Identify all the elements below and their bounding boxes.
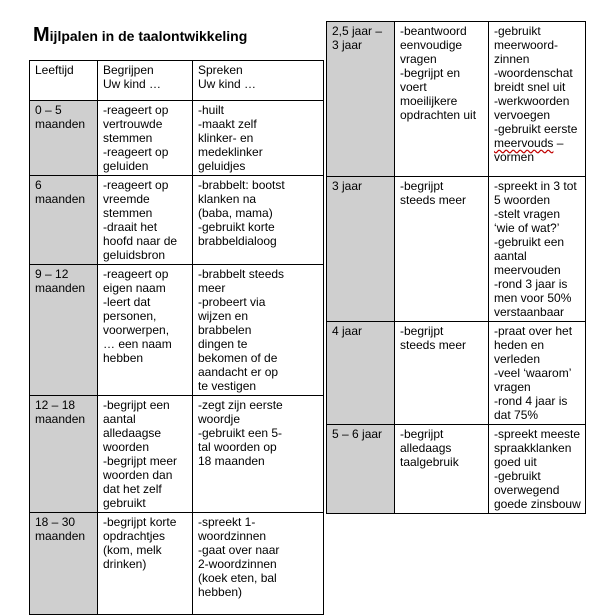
cell-line: verstaanbaar xyxy=(494,305,565,319)
understand-cell xyxy=(98,101,193,176)
cell-line: -begrijpt xyxy=(400,179,444,193)
cell-line: stemmen xyxy=(103,131,153,145)
cell-line: 3 jaar xyxy=(332,38,363,52)
cell-line: -reageert op xyxy=(103,103,169,117)
title-initial: M xyxy=(33,24,50,46)
cell-line: aantal xyxy=(494,249,527,263)
cell-line: -woordenschat xyxy=(494,66,573,80)
cell-line: -brabbelt: bootst xyxy=(198,178,285,192)
speak-cell xyxy=(489,425,586,514)
cell-line: klanken na xyxy=(198,192,257,206)
cell-line: woordje xyxy=(198,412,241,426)
cell-line: 5 – 6 jaar xyxy=(332,427,383,441)
cell-line: -zegt zijn eerste xyxy=(198,398,283,412)
age-cell xyxy=(327,425,395,514)
cell-line: heden en xyxy=(494,338,545,352)
cell-line: aantal xyxy=(103,412,136,426)
cell-line: -gebruikt xyxy=(494,24,541,38)
cell-line: -spreekt 1- xyxy=(198,515,256,529)
cell-line: 12 – 18 xyxy=(35,398,76,412)
cell-line: breidt snel uit xyxy=(494,80,566,94)
cell-line: woorden xyxy=(103,440,150,454)
speak-cell xyxy=(489,22,586,177)
cell-line: opdrachten uit xyxy=(400,108,477,122)
cell-line: moeilijkere xyxy=(400,94,458,108)
speak-cell xyxy=(193,513,324,615)
cell-line: … een naam xyxy=(103,337,172,351)
milestones-table-left xyxy=(29,60,324,615)
cell-line: -rond 4 jaar is xyxy=(494,394,568,408)
cell-line: brabbelen xyxy=(198,323,252,337)
speak-cell xyxy=(489,322,586,425)
cell-line: -reageert op xyxy=(103,178,169,192)
cell-line: steeds meer xyxy=(400,193,467,207)
cell-line: -begrijpt xyxy=(400,324,444,338)
cell-line: meerwoord- xyxy=(494,38,559,52)
cell-line: -spreekt meeste xyxy=(494,427,581,441)
cell-line: -veel ‘waarom’ xyxy=(494,366,572,380)
cell-line: woordzinnen xyxy=(198,529,267,543)
cell-line: -werkwoorden xyxy=(494,94,570,108)
cell-line: -begrijpt meer xyxy=(103,454,178,468)
table-row xyxy=(30,176,324,265)
cell-line: eenvoudige xyxy=(400,38,463,52)
cell-line: -begrijpt xyxy=(400,427,444,441)
spellcheck-mark: meervouds xyxy=(494,136,554,150)
cell-line: zinnen xyxy=(494,52,530,66)
cell-line: voert xyxy=(400,80,427,94)
cell-line: -huilt xyxy=(198,103,225,117)
table-row xyxy=(327,177,586,322)
cell-line: dingen te xyxy=(198,337,248,351)
age-cell xyxy=(30,513,98,615)
cell-line: -begrijpt korte xyxy=(103,515,177,529)
cell-line: drinken) xyxy=(103,557,147,571)
cell-line: -gebruikt een xyxy=(494,235,565,249)
cell-line: -spreekt in 3 tot xyxy=(494,179,577,193)
cell-line: taalgebruik xyxy=(400,455,459,469)
cell-line: vervoegen xyxy=(494,108,551,122)
cell-line: goed uit xyxy=(494,455,537,469)
cell-line: overwegend xyxy=(494,483,560,497)
age-cell xyxy=(30,101,98,176)
cell-line: gebruikt xyxy=(103,496,146,510)
cell-line: hebben) xyxy=(198,585,243,599)
cell-line: 4 jaar xyxy=(332,324,363,338)
cell-line: dat het zelf xyxy=(103,482,162,496)
cell-line: men voor 50% xyxy=(494,291,572,305)
cell-line: eigen naam xyxy=(103,281,166,295)
cell-line: -begrijpt een xyxy=(103,398,170,412)
age-cell xyxy=(327,177,395,322)
understand-cell xyxy=(395,22,489,177)
cell-line: vertrouwde xyxy=(103,117,163,131)
speak-cell xyxy=(193,176,324,265)
cell-line: Leeftijd xyxy=(35,63,74,77)
cell-line: steeds meer xyxy=(400,338,467,352)
speak-cell xyxy=(193,396,324,513)
cell-line: aandacht er op xyxy=(198,365,279,379)
understand-cell xyxy=(395,425,489,514)
cell-line: -leert dat xyxy=(103,295,151,309)
cell-line: -reageert op xyxy=(103,145,169,159)
cell-line: geluiden xyxy=(103,159,149,173)
age-cell xyxy=(327,322,395,425)
cell-line: 2,5 jaar – xyxy=(332,24,383,38)
cell-line: vragen xyxy=(494,380,531,394)
cell-line: 2-woordzinnen xyxy=(198,557,277,571)
cell-line: meervouds – xyxy=(494,136,564,150)
understand-cell xyxy=(98,396,193,513)
cell-line: -stelt vragen xyxy=(494,207,561,221)
title-text: ijlpalen in de taalontwikkeling xyxy=(49,28,248,44)
age-cell xyxy=(30,396,98,513)
cell-line: -begrijpt en xyxy=(400,66,461,80)
cell-line: goede zinsbouw xyxy=(494,497,581,511)
cell-line: tal woorden op xyxy=(198,440,277,454)
cell-line: maanden xyxy=(35,281,86,295)
header-row xyxy=(30,61,324,101)
cell-line: vragen xyxy=(400,52,437,66)
cell-line: meervouden xyxy=(494,263,561,277)
cell-line: woorden dan xyxy=(103,468,173,482)
cell-line: bekomen of de xyxy=(198,351,278,365)
header-speak xyxy=(193,61,324,101)
cell-line: (kom, melk xyxy=(103,543,162,557)
cell-line: maanden xyxy=(35,192,86,206)
cell-line: Uw kind … xyxy=(103,77,162,91)
cell-line: -probeert via xyxy=(198,295,266,309)
cell-line: medeklinker xyxy=(198,145,263,159)
cell-line: verleden xyxy=(494,352,541,366)
cell-line: maanden xyxy=(35,412,86,426)
cell-line: (baba, mama) xyxy=(198,206,273,220)
speak-cell xyxy=(193,101,324,176)
cell-line: -reageert op xyxy=(103,267,169,281)
cell-line: vreemde xyxy=(103,192,150,206)
cell-line: dat 75% xyxy=(494,408,539,422)
cell-line: vormen xyxy=(494,150,535,164)
cell-line: geluidsbron xyxy=(103,248,166,262)
cell-line: Uw kind … xyxy=(198,77,257,91)
speak-cell xyxy=(193,265,324,396)
cell-line: Spreken xyxy=(198,63,243,77)
cell-line: maanden xyxy=(35,117,86,131)
cell-line: -gebruikt een 5- xyxy=(198,426,283,440)
age-cell xyxy=(30,176,98,265)
cell-line: -praat over het xyxy=(494,324,573,338)
cell-line: -maakt zelf xyxy=(198,117,257,131)
table-row xyxy=(327,322,586,425)
cell-line: alledaagse xyxy=(103,426,162,440)
cell-line: stemmen xyxy=(103,206,153,220)
understand-cell xyxy=(98,513,193,615)
speak-cell xyxy=(489,177,586,322)
cell-line: -gaat over naar xyxy=(198,543,280,557)
header-understand xyxy=(98,61,193,101)
table-row xyxy=(30,265,324,396)
cell-line: spraakklanken xyxy=(494,441,572,455)
cell-line: Begrijpen xyxy=(103,63,154,77)
cell-line: voorwerpen, xyxy=(103,323,170,337)
table-row xyxy=(327,425,586,514)
cell-line: -beantwoord xyxy=(400,24,467,38)
table-row xyxy=(30,396,324,513)
table-row xyxy=(327,22,586,177)
milestones-table-right xyxy=(326,21,586,514)
cell-line: -rond 3 jaar is xyxy=(494,277,568,291)
cell-line: (koek eten, bal xyxy=(198,571,277,585)
cell-line: maanden xyxy=(35,529,86,543)
cell-line: alledaags xyxy=(400,441,452,455)
cell-line: 18 – 30 xyxy=(35,515,76,529)
age-cell xyxy=(30,265,98,396)
cell-line: 18 maanden xyxy=(198,454,265,468)
cell-line: geluidjes xyxy=(198,159,246,173)
cell-line: -brabbelt steeds xyxy=(198,267,285,281)
cell-line: wijzen en xyxy=(198,309,249,323)
cell-line: brabbeldialoog xyxy=(198,234,277,248)
cell-line: 9 – 12 xyxy=(35,267,69,281)
cell-line: hoofd naar de xyxy=(103,234,178,248)
table-row xyxy=(30,101,324,176)
cell-line: -draait het xyxy=(103,220,158,234)
cell-line: 0 – 5 xyxy=(35,103,62,117)
cell-line: -gebruikt korte xyxy=(198,220,275,234)
table-row xyxy=(30,513,324,615)
document-title xyxy=(33,24,247,47)
cell-line: hebben xyxy=(103,351,144,365)
cell-line: personen, xyxy=(103,309,157,323)
cell-line: 5 woorden xyxy=(494,193,551,207)
understand-cell xyxy=(98,265,193,396)
cell-line: 3 jaar xyxy=(332,179,363,193)
cell-line: opdrachtjes xyxy=(103,529,166,543)
cell-line: -gebruikt xyxy=(494,469,541,483)
cell-line: 6 xyxy=(35,178,42,192)
cell-line: ‘wie of wat?’ xyxy=(494,221,560,235)
understand-cell xyxy=(395,177,489,322)
age-cell xyxy=(327,22,395,177)
cell-line: meer xyxy=(198,281,226,295)
header-age xyxy=(30,61,98,101)
cell-line: te vestigen xyxy=(198,379,257,393)
cell-line: -gebruikt eerste xyxy=(494,122,578,136)
understand-cell xyxy=(98,176,193,265)
understand-cell xyxy=(395,322,489,425)
cell-line: klinker- en xyxy=(198,131,254,145)
